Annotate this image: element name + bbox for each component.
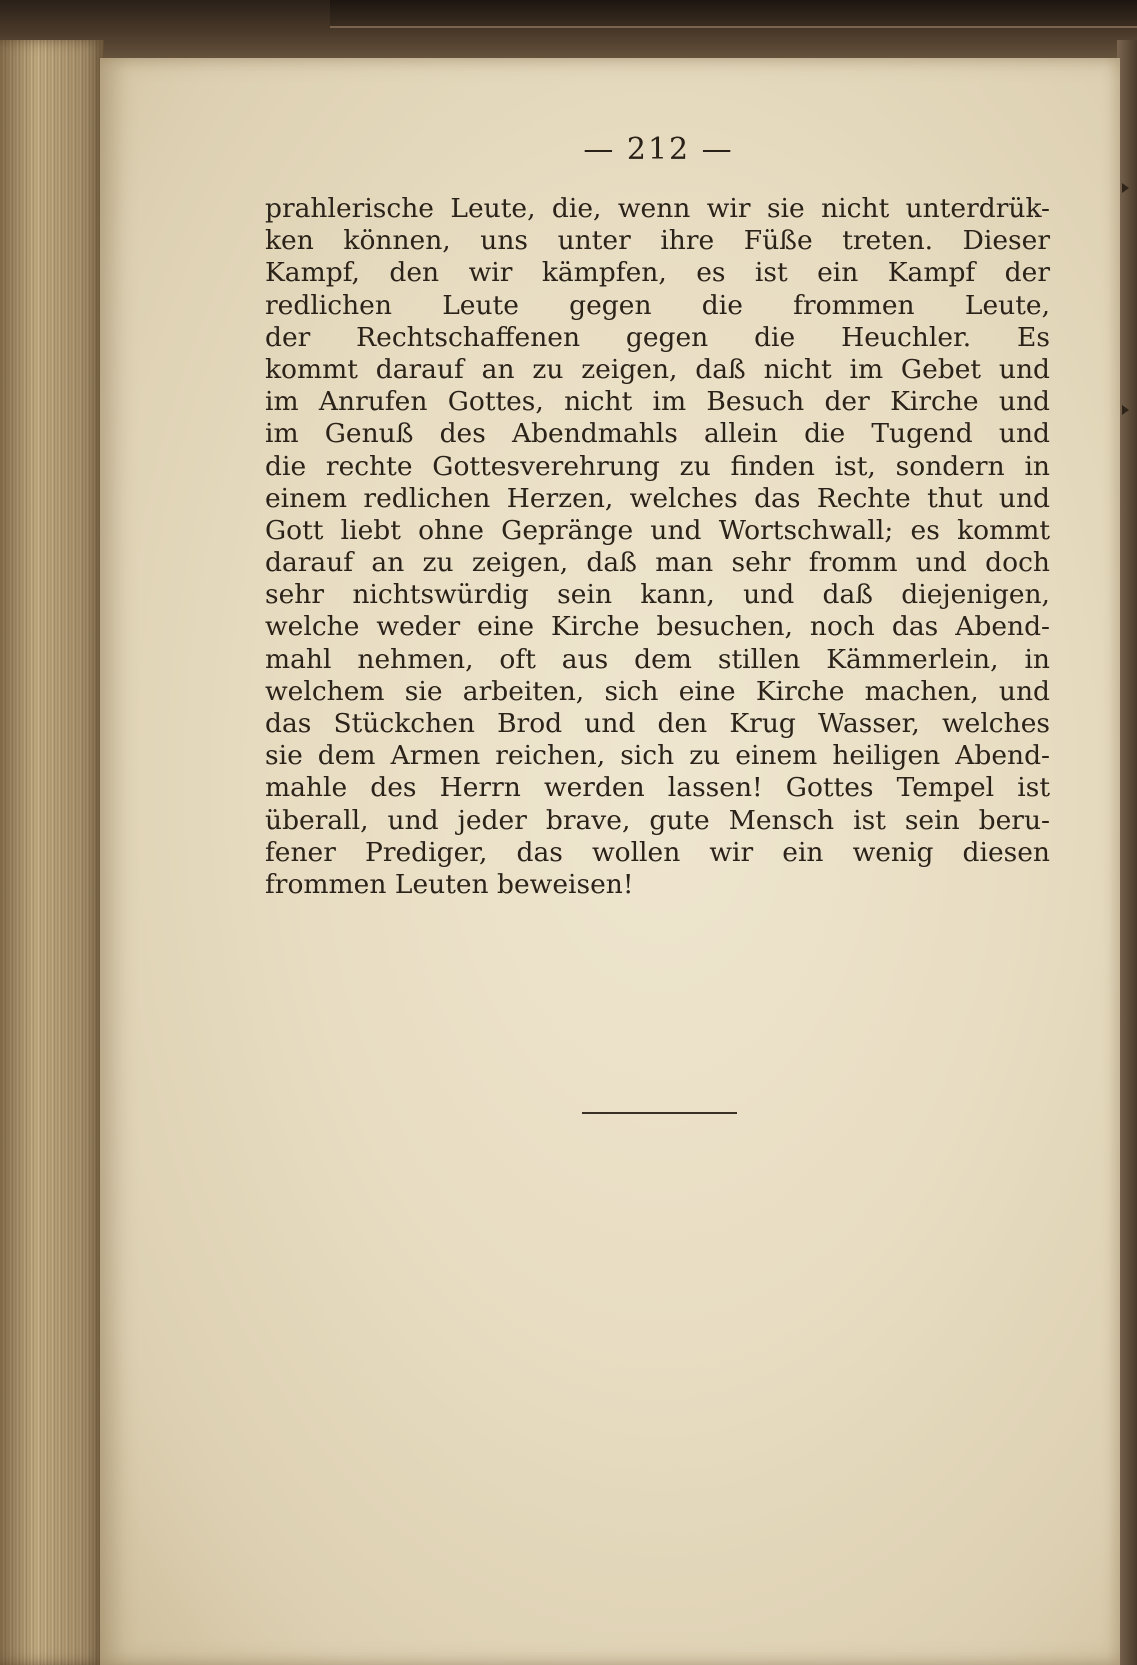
margin-mark-icon xyxy=(1122,183,1129,193)
text-line: der Rechtschaffenen gegen die Heuchler. Es xyxy=(265,321,1050,353)
text-line: die rechte Gottesverehrung zu finden ist, sondern in xyxy=(265,450,1050,482)
text-line: kommt darauf an zu zeigen, daß nicht im Gebet und xyxy=(265,353,1050,385)
text-line: mahle des Herrn werden lassen! Gottes Tempel ist xyxy=(265,772,1050,804)
text-line: überall, und jeder brave, gute Mensch ist sein beru- xyxy=(265,804,1050,836)
text-line: einem redlichen Herzen, welches das Rechte thut und xyxy=(265,482,1050,514)
text-line: ken können, uns unter ihre Füße treten. Dieser xyxy=(265,225,1050,257)
text-line: im Anrufen Gottes, nicht im Besuch der Kirche und xyxy=(265,386,1050,418)
text-line: Gott liebt ohne Gepränge und Wortschwall; es kommt xyxy=(265,514,1050,546)
text-line: Kampf, den wir kämpfen, es ist ein Kampf der xyxy=(265,257,1050,289)
text-line: frommen Leuten beweisen! xyxy=(265,868,634,900)
text-line: redlichen Leute gegen die frommen Leute, xyxy=(265,289,1050,321)
text-line: sie dem Armen reichen, sich zu einem heiligen Abend- xyxy=(265,740,1050,772)
margin-mark-icon xyxy=(1122,405,1129,415)
text-line: das Stückchen Brod und den Krug Wasser, welches xyxy=(265,708,1050,739)
text-line: im Genuß des Abendmahls allein die Tugend und xyxy=(265,418,1050,450)
text-line: darauf an zu zeigen, daß man sehr fromm und doch xyxy=(265,547,1050,579)
text-line: sehr nichtswürdig sein kann, und daß diejenigen, xyxy=(265,579,1050,611)
page-number: — 212 — xyxy=(583,132,734,167)
body-text xyxy=(265,193,1050,901)
page-edges-shadow xyxy=(0,40,104,1665)
book-spine-strip xyxy=(330,0,1137,28)
book-cover-right xyxy=(1117,40,1137,1665)
text-line: fener Prediger, das wollen wir ein wenig diesen xyxy=(265,836,1050,868)
section-rule xyxy=(582,1112,737,1114)
text-line: welche weder eine Kirche besuchen, noch das Abend- xyxy=(265,611,1050,643)
text-line: welchem sie arbeiten, sich eine Kirche machen, und xyxy=(265,675,1050,707)
text-line: mahl nehmen, oft aus dem stillen Kämmerlein, in xyxy=(265,643,1050,675)
text-line: prahlerische Leute, die, wenn wir sie nicht unterdrük- xyxy=(265,193,1050,224)
